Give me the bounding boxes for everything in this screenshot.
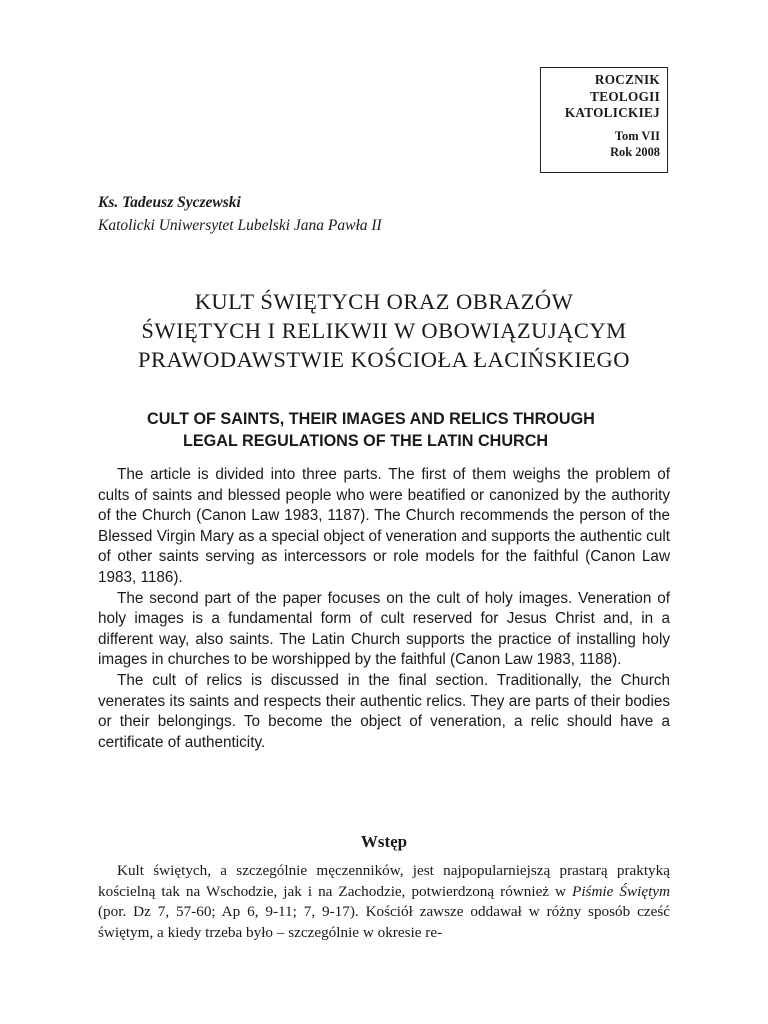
abstract [98,465,670,753]
title-pl-line-2: ŚWIĘTYCH I RELIKWII W OBOWIĄZUJĄCYM [141,318,627,343]
abstract-paragraph-3: The cult of relics is discussed in the final section. Traditionally, the Church venerates its saints and respects their authentic relics. They are parts of their bodies or their belongings. To become the object of veneration, a relic should have a certificate of authenticity. [98,671,670,751]
journal-info-box [540,67,668,173]
journal-volume: Tom VII [614,128,660,143]
title-en-line-2: LEGAL REGULATIONS OF THE LATIN CHURCH [183,432,549,450]
abstract-paragraph-1: The article is divided into three parts. The first of them weighs the problem of cults of saints and blessed people who were beatified or canonized by the authority of the Church (Canon Law 1983, 1187). The Church recommends the person of the Blessed Virgin Mary as a special object of veneration and supports the authentic cult of other saints serving as intercessors or role models for the faithful (Canon Law 1983, 1186). [98,466,670,586]
title-en-line-1: CULT OF SAINTS, THEIR IMAGES AND RELICS THROUGH [147,410,595,428]
body-text-part-2: (por. Dz 7, 57-60; Ap 6, 9-11; 7, 9-17). Kościół zawsze oddawał w różny sposób cześć świętym, a kiedy trzeba było – szczególnie w okresie re- [98,903,670,941]
journal-year: Rok 2008 [610,144,660,159]
title-pl-line-3: PRAWODAWSTWIE KOŚCIOŁA ŁACIŃSKIEGO [137,347,631,372]
article-title-english [100,408,668,452]
body-text [98,861,670,943]
title-pl-line-1: KULT ŚWIĘTYCH ORAZ OBRAZÓW [194,289,574,314]
journal-name-line-1: ROCZNIK [594,72,660,87]
section-heading: Wstęp [360,832,408,851]
author-affiliation: Katolicki Uniwersytet Lubelski Jana Pawła II [98,217,382,234]
body-text-italic: Piśmie Świętym [572,882,671,900]
abstract-paragraph-2: The second part of the paper focuses on the cult of holy images. Veneration of holy images is a fundamental form of cult reserved for Jesus Christ and, in a different way, also saints. The Latin Church supports the practice of installing holy images in churches to be worshipped by the faithful (Canon Law 1983, 1188). [98,589,670,669]
body-paragraph-1 [98,861,670,943]
body-text-part-1: Kult świętych, a szczególnie męczenników, jest najpopularniejszą prastarą praktyką kościelną tak na Wschodzie, jak i na Zachodzie, potwierdzoną również w [98,862,670,900]
article-title-polish [60,287,708,374]
journal-name-line-3: KATOLICKIEJ [564,105,660,120]
author-name: Ks. Tadeusz Syczewski [98,194,241,211]
journal-name-line-2: TEOLOGII [590,88,660,104]
